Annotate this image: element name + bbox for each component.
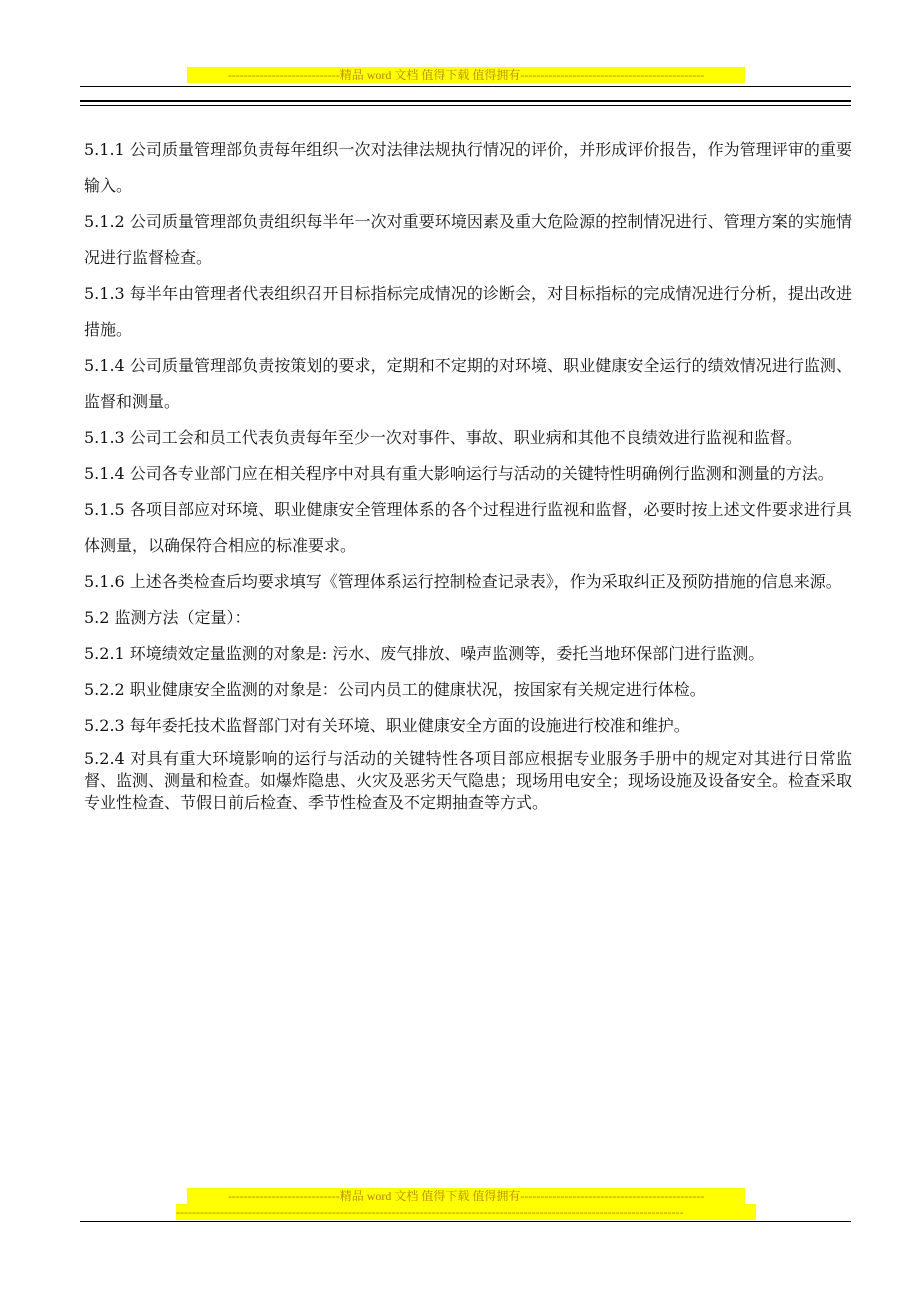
paragraph-5-1-2: 5.1.2 公司质量管理部负责组织每半年一次对重要环境因素及重大危险源的控制情况进行、管理方案的实施情况进行监督检查。 xyxy=(84,212,852,267)
paragraph-5-1-3-union: 5.1.3 公司工会和员工代表负责每年至少一次对事件、事故、职业病和其他不良绩效进行监视和监督。 xyxy=(84,428,802,447)
footer-dashes: ------------------------------------------------------------------------------------------------------------------------------- xyxy=(176,1204,756,1220)
paragraph-5-1-4-departments: 5.1.4 公司各专业部门应在相关程序中对具有重大影响运行与活动的关键特性明确例行监测和测量的方法。 xyxy=(84,464,834,483)
footer-rule xyxy=(80,1221,851,1222)
section-heading-5-2: 5.2 监测方法（定量）： xyxy=(84,608,251,627)
paragraph-5-1-4: 5.1.4 公司质量管理部负责按策划的要求，定期和不定期的对环境、职业健康安全运行的绩效情况进行监测、监督和测量。 xyxy=(84,356,852,411)
paragraph-5-2-1: 5.2.1 环境绩效定量监测的对象是: 污水、废气排放、噪声监测等，委托当地环保部门进行监测。 xyxy=(84,644,765,663)
paragraph-5-2-3: 5.2.3 每年委托技术监督部门对有关环境、职业健康安全方面的设施进行校准和维护。 xyxy=(84,716,690,735)
footer-banner: ----------------------------精品 word 文档 值得下载 值得拥有---------------------------------------------- xyxy=(187,1188,745,1204)
paragraph-5-2-4: 5.2.4 对具有重大环境影响的运行与活动的关键特性各项目部应根据专业服务手册中的规定对其进行日常监督、监测、测量和检查。如爆炸隐患、火灾及恶劣天气隐患；现场用电安全；现场设施及设备安全。检查采取专业性检查、节假日前后检查、季节性检查及不定期抽查等方式。 xyxy=(84,749,853,812)
document-body xyxy=(84,132,852,814)
paragraph-5-2-2: 5.2.2 职业健康安全监测的对象是：公司内员工的健康状况，按国家有关规定进行体检。 xyxy=(84,680,706,699)
header-rule-thick xyxy=(80,100,851,102)
header-rule-thin xyxy=(80,86,851,87)
paragraph-5-1-5: 5.1.5 各项目部应对环境、职业健康安全管理体系的各个过程进行监视和监督，必要时按上述文件要求进行具体测量，以确保符合相应的标准要求。 xyxy=(84,500,852,555)
paragraph-5-1-1: 5.1.1 公司质量管理部负责每年组织一次对法律法规执行情况的评价，并形成评价报告，作为管理评审的重要输入。 xyxy=(84,140,852,195)
header-rule-thin-lower xyxy=(80,105,851,106)
header-banner: ----------------------------精品 word 文档 值得下载 值得拥有---------------------------------------------- xyxy=(187,67,745,83)
paragraph-5-1-3: 5.1.3 每半年由管理者代表组织召开目标指标完成情况的诊断会，对目标指标的完成情况进行分析，提出改进措施。 xyxy=(84,284,852,339)
paragraph-5-1-6: 5.1.6 上述各类检查后均要求填写《管理体系运行控制检查记录表》，作为采取纠正及预防措施的信息来源。 xyxy=(84,572,842,591)
